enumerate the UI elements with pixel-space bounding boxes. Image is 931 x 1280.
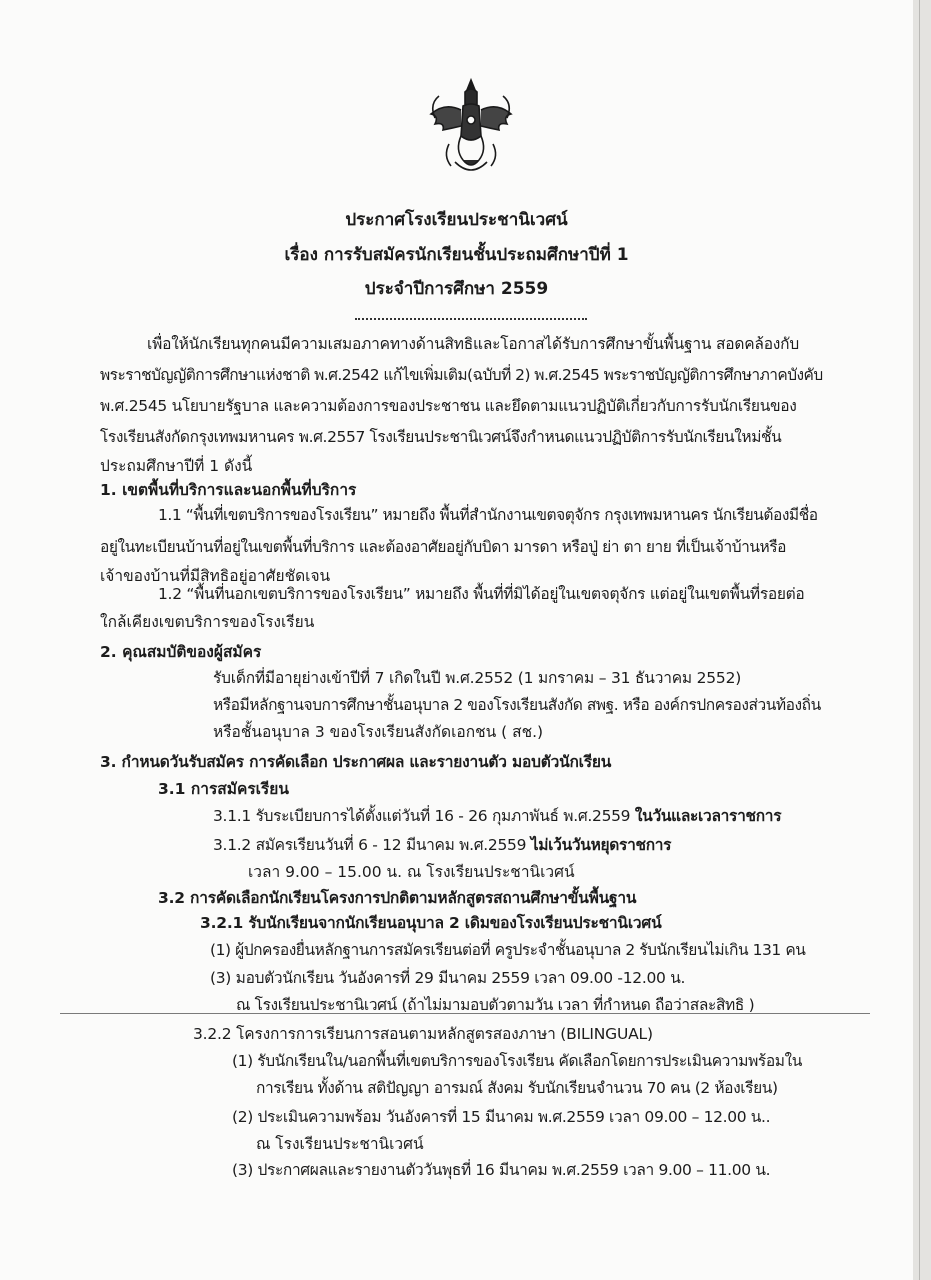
section-3-2-heading: 3.2 การคัดเลือกนักเรียนโครงการปกติตามหลักสูตรสถานศึกษาขั้นพื้นฐาน — [158, 889, 637, 907]
section-1-item-2-line-1: 1.2 “พื้นที่นอกเขตบริการของโรงเรียน” หมายถึง พื้นที่ที่มิได้อยู่ในเขตจตุจักร แต่อยู่ในเขตพื้นที่รอยต่อ — [158, 585, 805, 603]
section-3-1-1-text: 3.1.1 รับระเบียบการได้ตั้งแต่วันที่ 16 - 26 กุมภาพันธ์ พ.ศ.2559 — [213, 807, 635, 825]
title-dotted-divider — [355, 318, 587, 320]
section-3-2-1-item-3-line-2: ณ โรงเรียนประชานิเวศน์ (ถ้าไม่มามอบตัวตามวัน เวลา ที่กำหนด ถือว่าสละสิทธิ ) — [236, 996, 755, 1014]
section-3-1-2-emphasis: ไม่เว้นวันหยุดราชการ — [530, 836, 672, 854]
section-1-heading: 1. เขตพื้นที่บริการและนอกพื้นที่บริการ — [100, 481, 357, 499]
title-line-2: เรื่อง การรับสมัครนักเรียนชั้นประถมศึกษาปีที่ 1 — [284, 245, 629, 265]
page-edge — [913, 0, 931, 1280]
section-3-2-2-heading: 3.2.2 โครงการการเรียนการสอนตามหลักสูตรสองภาษา (BILINGUAL) — [193, 1025, 653, 1043]
horizontal-rule — [60, 1013, 870, 1014]
section-2-heading: 2. คุณสมบัติของผู้สมัคร — [100, 643, 262, 661]
section-1-item-1-line-3: เจ้าของบ้านที่มีสิทธิอยู่อาศัยชัดเจน — [100, 567, 331, 585]
section-3-2-1-item-3: (3) มอบตัวนักเรียน วันอังคารที่ 29 มีนาคม 2559 เวลา 09.00 -12.00 น. — [210, 969, 686, 987]
section-3-2-2-item-2-line-1: (2) ประเมินความพร้อม วันอังคารที่ 15 มีนาคม พ.ศ.2559 เวลา 09.00 – 12.00 น.. — [232, 1108, 771, 1126]
section-3-2-2-item-3: (3) ประกาศผลและรายงานตัววันพุธที่ 16 มีนาคม พ.ศ.2559 เวลา 9.00 – 11.00 น. — [232, 1161, 771, 1179]
title-line-3: ประจำปีการศึกษา 2559 — [364, 279, 549, 299]
section-3-2-2-item-1-line-1: (1) รับนักเรียนใน/นอกพื้นที่เขตบริการของโรงเรียน คัดเลือกโดยการประเมินความพร้อมใน — [232, 1052, 802, 1070]
intro-line-4: โรงเรียนสังกัดกรุงเทพมหานคร พ.ศ.2557 โรงเรียนประชานิเวศน์จึงกำหนดแนวปฏิบัติการรับนักเรียนใหม่ชั้น — [100, 428, 782, 446]
section-3-2-2-item-1-line-2: การเรียน ทั้งด้าน สติปัญญา อารมณ์ สังคม รับนักเรียนจำนวน 70 คน (2 ห้องเรียน) — [256, 1079, 778, 1097]
section-3-1-heading: 3.1 การสมัครเรียน — [158, 780, 289, 798]
intro-line-1: เพื่อให้นักเรียนทุกคนมีความเสมอภาคทางด้านสิทธิและโอกาสได้รับการศึกษาขั้นพื้นฐาน สอดคล้องกับ — [147, 335, 800, 353]
section-3-heading: 3. กำหนดวันรับสมัคร การคัดเลือก ประกาศผล และรายงานตัว มอบตัวนักเรียน — [100, 753, 612, 771]
intro-line-5: ประถมศึกษาปีที่ 1 ดังนี้ — [100, 457, 253, 475]
section-3-2-2-item-2-line-2: ณ โรงเรียนประชานิเวศน์ — [256, 1135, 424, 1153]
page-edge-line — [919, 0, 920, 1280]
section-3-1-1 — [213, 806, 781, 826]
title-line-1: ประกาศโรงเรียนประชานิเวศน์ — [345, 210, 568, 230]
section-2-line-1: รับเด็กที่มีอายุย่างเข้าปีที่ 7 เกิดในปี พ.ศ.2552 (1 มกราคม – 31 ธันวาคม 2552) — [213, 669, 742, 687]
section-1-item-1-line-1: 1.1 “พื้นที่เขตบริการของโรงเรียน” หมายถึง พื้นที่สำนักงานเขตจตุจักร กรุงเทพมหานคร นักเรียนต้องมีชื่อ — [158, 506, 818, 524]
intro-line-2: พระราชบัญญัติการศึกษาแห่งชาติ พ.ศ.2542 แก้ไขเพิ่มเติม(ฉบับที่ 2) พ.ศ.2545 พระราชบัญญัติการศึกษาภาคบังคับ — [100, 366, 823, 384]
section-3-1-2-line-2: เวลา 9.00 – 15.00 น. ณ โรงเรียนประชานิเวศน์ — [248, 863, 575, 881]
section-2-line-2: หรือมีหลักฐานจบการศึกษาชั้นอนุบาล 2 ของโรงเรียนสังกัด สพฐ. หรือ องค์กรปกครองส่วนท้องถิ่น — [213, 696, 821, 714]
section-3-1-1-emphasis: ในวันและเวลาราชการ — [634, 807, 782, 825]
section-3-1-2-text: 3.1.2 สมัครเรียนวันที่ 6 - 12 มีนาคม พ.ศ.2559 — [213, 836, 531, 854]
section-1-item-2-line-2: ใกล้เคียงเขตบริการของโรงเรียน — [100, 613, 315, 631]
intro-line-3: พ.ศ.2545 นโยบายรัฐบาล และความต้องการของประชาชน และยึดตามแนวปฏิบัติเกี่ยวกับการรับนักเรียนของ — [100, 397, 797, 415]
garuda-emblem — [425, 74, 517, 180]
section-3-2-1-item-1: (1) ผู้ปกครองยื่นหลักฐานการสมัครเรียนต่อที่ ครูประจำชั้นอนุบาล 2 รับนักเรียนไม่เกิน 131 คน — [210, 941, 806, 959]
section-3-1-2 — [213, 835, 671, 855]
section-2-line-3: หรือชั้นอนุบาล 3 ของโรงเรียนสังกัดเอกชน ( สช.) — [213, 723, 544, 741]
section-1-item-1-line-2: อยู่ในทะเบียนบ้านที่อยู่ในเขตพื้นที่บริการ และต้องอาศัยอยู่กับบิดา มารดา หรือปู่ ย่า ตา ยาย ที่เป็นเจ้าบ้านหรือ — [100, 538, 787, 556]
section-3-2-1-heading: 3.2.1 รับนักเรียนจากนักเรียนอนุบาล 2 เดิมของโรงเรียนประชานิเวศน์ — [200, 914, 662, 932]
